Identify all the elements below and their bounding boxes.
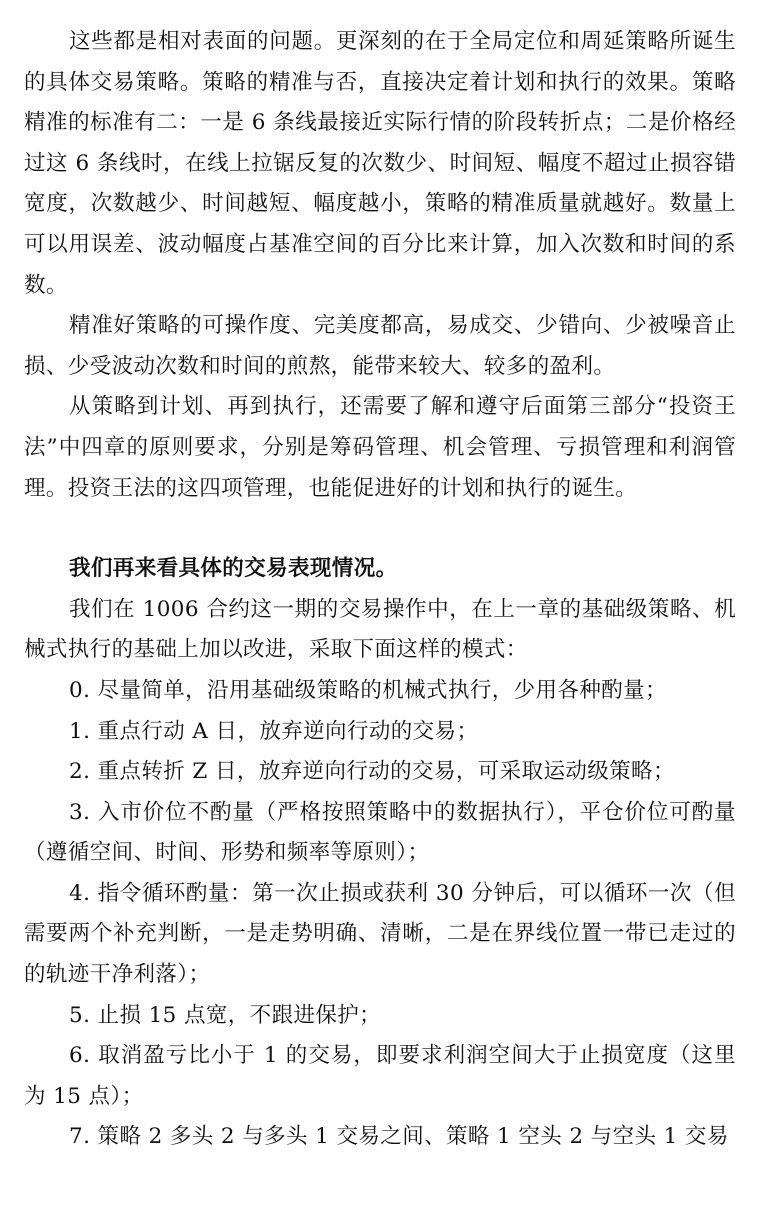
- list-item-3: 3. 入市价位不酌量（严格按照策略中的数据执行），平仓价位可酌量（遵循空间、时间、形势和频率等原则）；: [24, 799, 736, 866]
- paragraph-precise-strategy: 精准好策略的可操作度、完美度都高，易成交、少错向、少被噪音止损、少受波动次数和时间的煎熬，能带来较大、较多的盈利。: [24, 313, 736, 379]
- list-item-4: 4. 指令循环酌量：第一次止损或获利 30 分钟后，可以循环一次（但需要两个补充判断，一是走势明确、清晰，二是在界线位置一带已走过的的轨迹干净利落）；: [24, 880, 736, 988]
- paragraph-strategy-to-execution: 从策略到计划、再到执行，还需要了解和遵守后面第三部分“投资王法”中四章的原则要求，分别是筹码管理、机会管理、亏损管理和利润管理。投资王法的这四项管理，也能促进好的计划和执行的诞生。: [24, 394, 736, 501]
- paragraph-contract-intro: 我们在 1006 合约这一期的交易操作中，在上一章的基础级策略、机械式执行的基础上加以改进，采取下面这样的模式：: [24, 596, 736, 663]
- list-item-1: 1. 重点行动 A 日，放弃逆向行动的交易；: [69, 718, 479, 744]
- document-page: [24, 22, 736, 1158]
- list-item-5: 5. 止损 15 点宽，不跟进保护；: [69, 1002, 382, 1028]
- paragraph-surface-problems: 这些都是相对表面的问题。更深刻的在于全局定位和周延策略所诞生的具体交易策略。策略的精准与否，直接决定着计划和执行的效果。策略精准的标准有二：一是 6 条线最接近实际行情的阶段转折点；二是价格经过这 6 条线时，在线上拉锯反复的次数少、时间短、幅度不超过止损容错宽度，次数越少、时间越短、幅度越小，策略的精准质量就越好。数量上可以用误差、波动幅度占基准空间的百分比来计算，加入次数和时间的系数。: [24, 29, 736, 298]
- list-item-2: 2. 重点转折 Z 日，放弃逆向行动的交易，可采取运动级策略；: [69, 759, 675, 785]
- list-item-6: 6. 取消盈亏比小于 1 的交易，即要求利润空间大于止损宽度（这里为 15 点）；: [24, 1043, 736, 1109]
- list-item-7: 7. 策略 2 多头 2 与多头 1 交易之间、策略 1 空头 2 与空头 1 交易: [69, 1124, 729, 1150]
- list-item-0: 0. 尽量简单，沿用基础级策略的机械式执行，少用各种酌量；: [69, 677, 667, 703]
- section-heading: 我们再来看具体的交易表现情况。: [69, 556, 398, 582]
